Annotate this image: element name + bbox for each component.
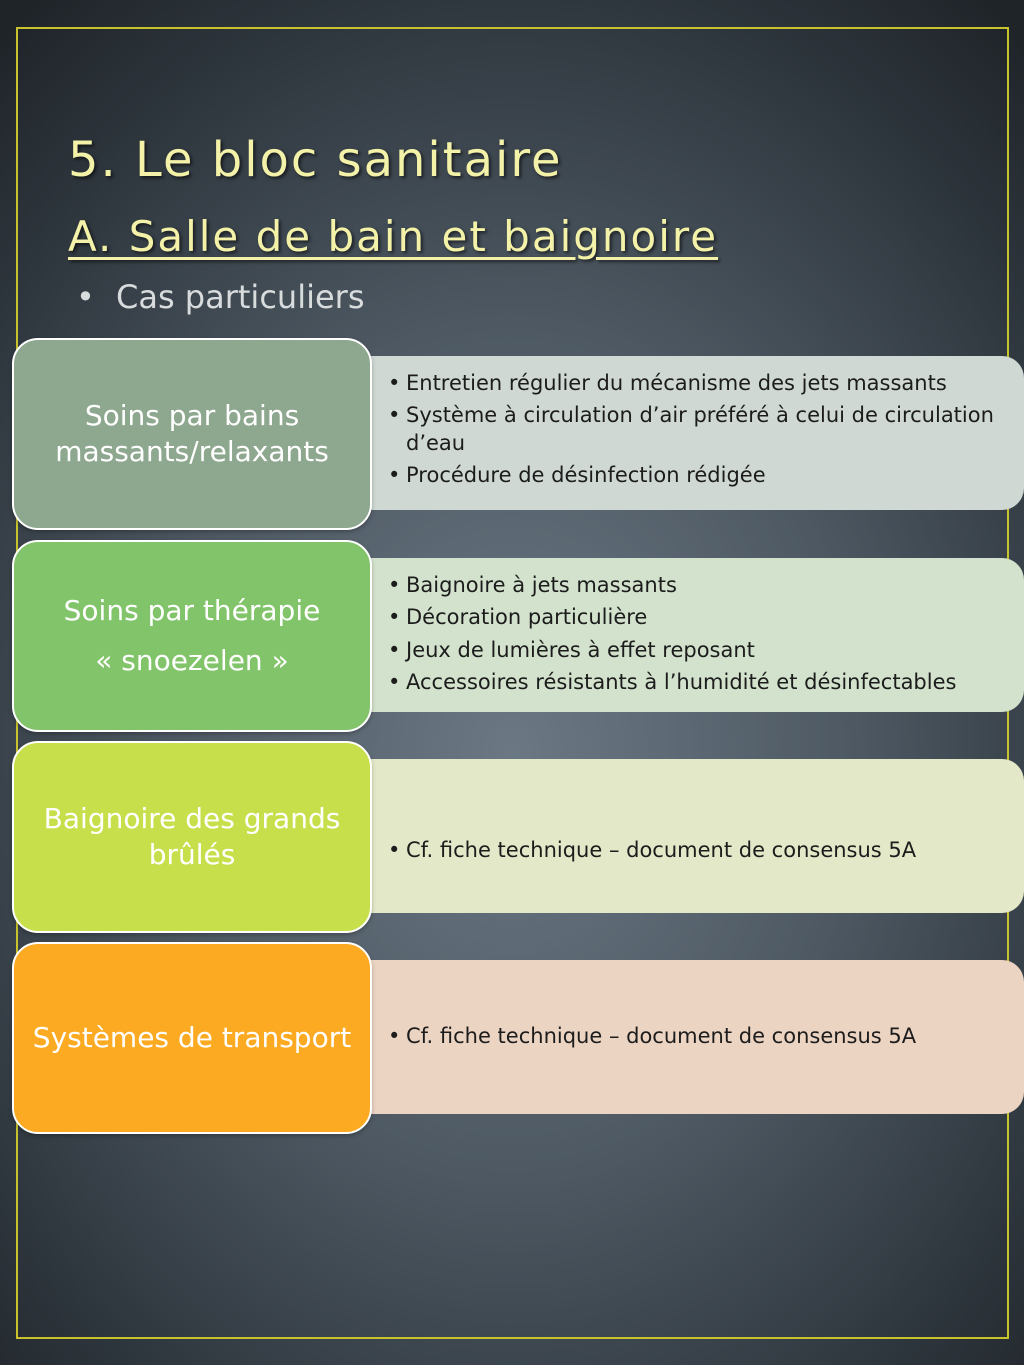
- row-heading-text: Soins par bains massants/relaxants: [55, 398, 329, 468]
- row-detail-panel: [342, 960, 1024, 1114]
- row-heading-line: « snoezelen »: [95, 644, 289, 677]
- row-heading: [12, 741, 372, 933]
- detail-item: • Cf. fiche technique – document de consensus 5A: [388, 837, 916, 864]
- row-therapie-snoezelen: [12, 540, 1012, 732]
- detail-list: [388, 1023, 916, 1055]
- row-heading: [12, 942, 372, 1134]
- detail-item: • Procédure de désinfection rédigée: [388, 462, 1004, 489]
- bullet-dot: •: [76, 278, 95, 316]
- row-heading-text: Systèmes de transport: [32, 1020, 352, 1054]
- slide-title: 5. Le bloc sanitaire: [68, 132, 563, 188]
- detail-list: [388, 837, 916, 869]
- row-heading: [12, 540, 372, 732]
- row-detail-panel: [342, 356, 1024, 510]
- detail-item: • Cf. fiche technique – document de consensus 5A: [388, 1023, 916, 1050]
- detail-item: • Baignoire à jets massants: [388, 572, 1004, 599]
- bullet-item: [76, 278, 364, 316]
- row-systemes-transport: [12, 942, 1012, 1134]
- row-heading: [12, 338, 372, 530]
- row-detail-panel: [342, 759, 1024, 913]
- bullet-text: Cas particuliers: [116, 278, 365, 316]
- row-grands-brules: [12, 741, 1012, 933]
- detail-item: • Système à circulation d’air préféré à celui de circulation d’eau: [388, 402, 1004, 457]
- row-detail-panel: [342, 558, 1024, 712]
- detail-list: [388, 370, 1004, 489]
- row-heading-text: [64, 586, 321, 687]
- detail-list: [388, 572, 1004, 696]
- detail-item: • Jeux de lumières à effet reposant: [388, 637, 1004, 664]
- row-heading-line: Soins par thérapie: [63, 593, 321, 627]
- row-heading-text: Baignoire des grands brûlés: [43, 801, 341, 871]
- row-bains-massants: [12, 338, 1012, 530]
- detail-item: • Entretien régulier du mécanisme des jets massants: [388, 370, 1004, 397]
- detail-item: • Décoration particulière: [388, 604, 1004, 631]
- detail-item: • Accessoires résistants à l’humidité et désinfectables: [388, 669, 1004, 696]
- slide-subtitle: A. Salle de bain et baignoire: [68, 212, 719, 261]
